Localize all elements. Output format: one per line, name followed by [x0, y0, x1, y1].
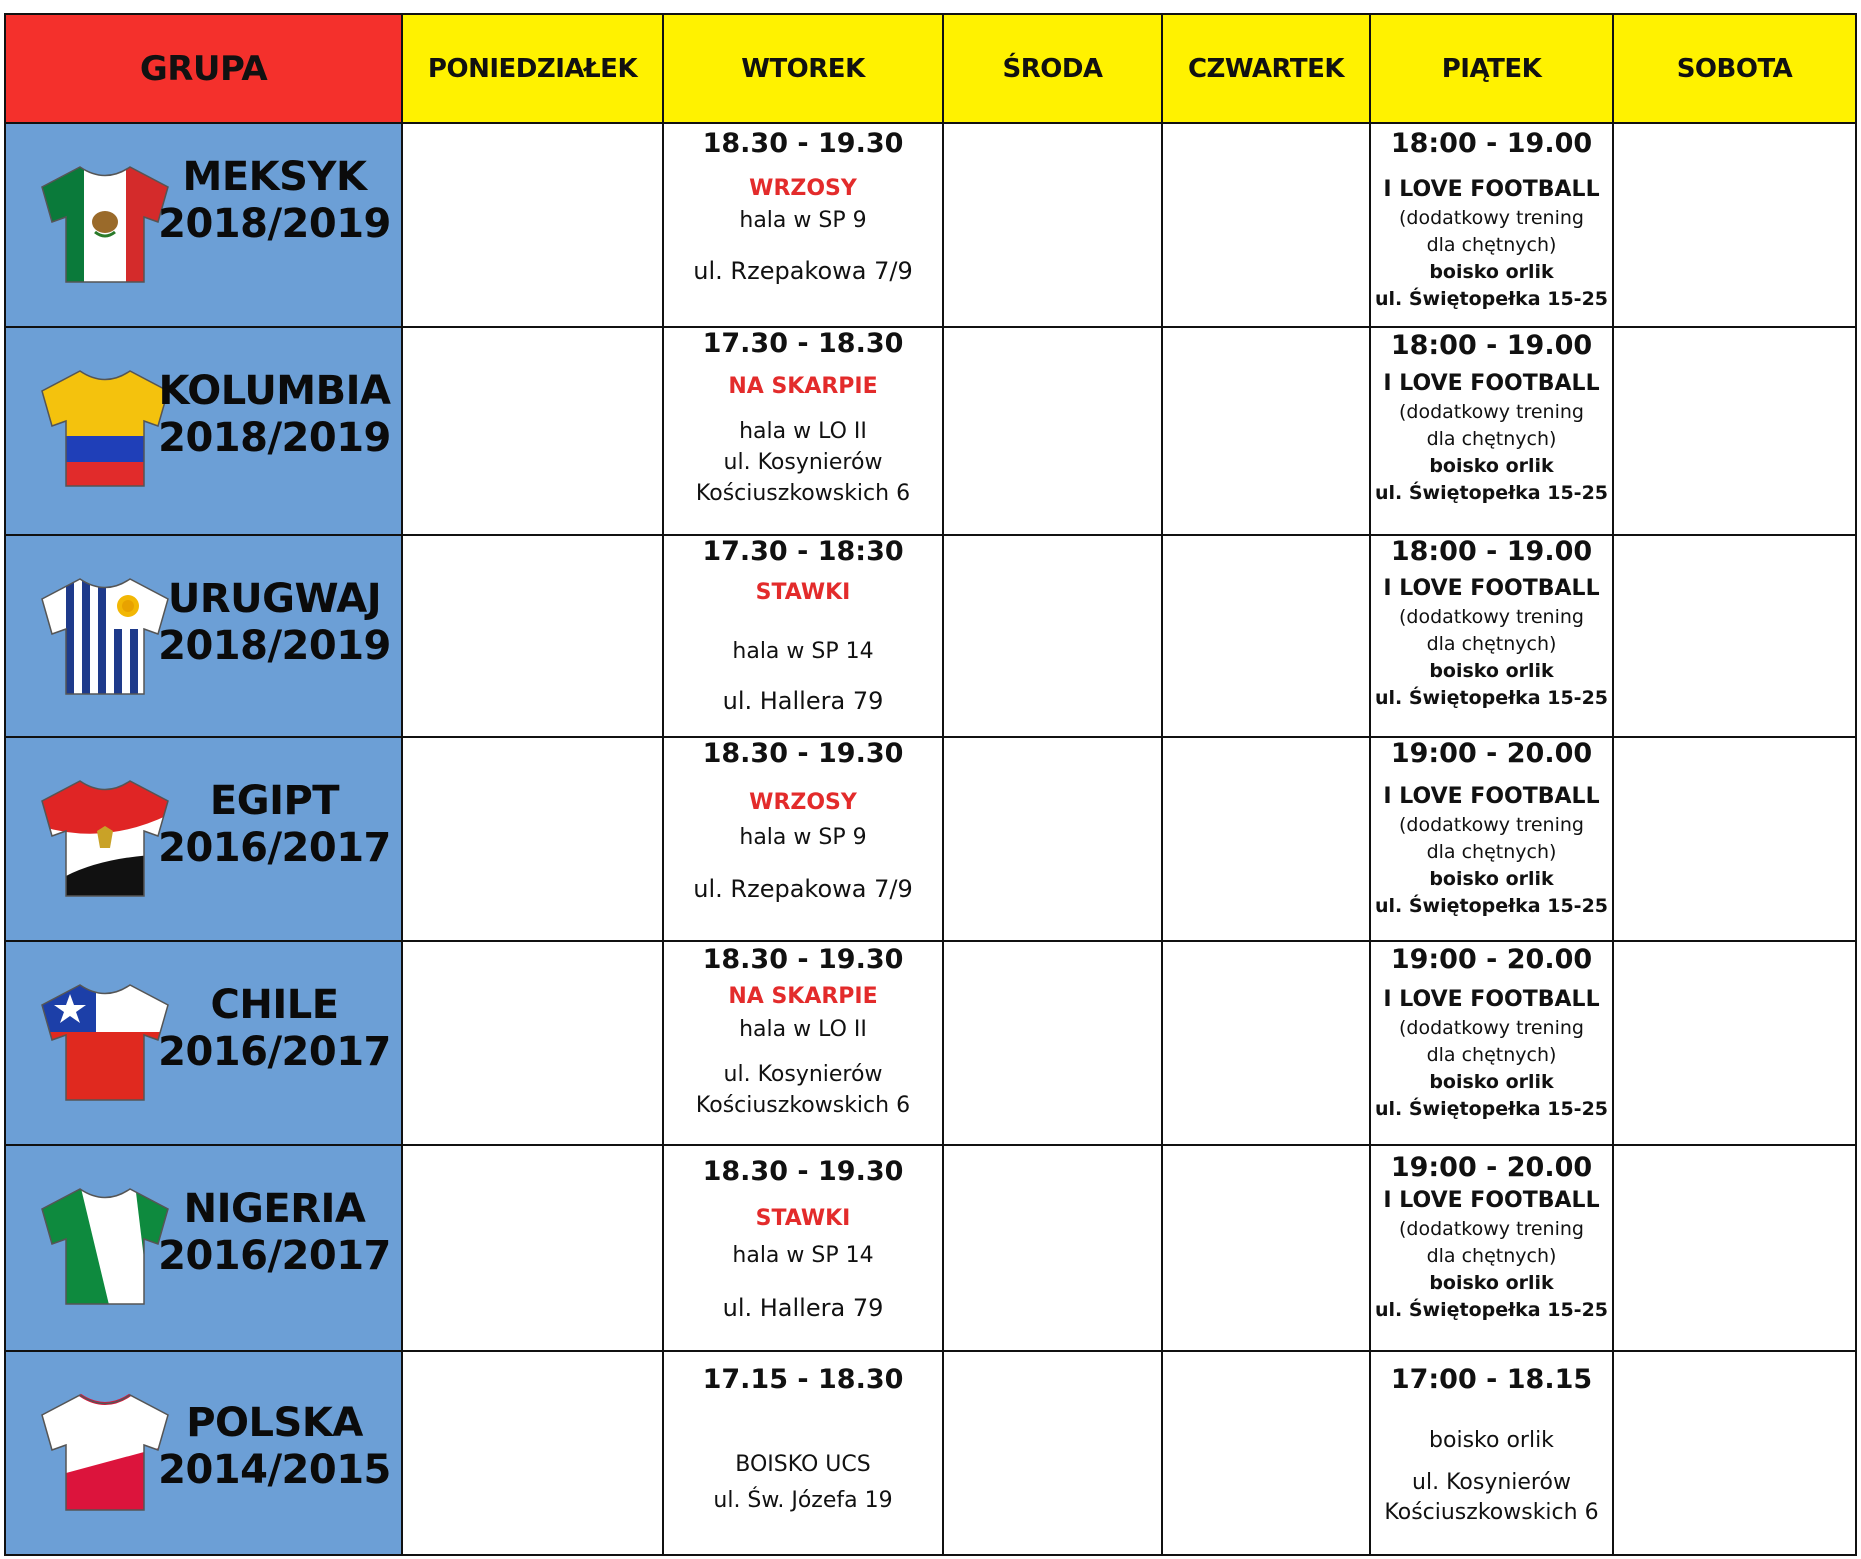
- training-address: ul. Hallera 79: [722, 1294, 884, 1322]
- training-time: 18.30 - 19.30: [702, 1156, 904, 1187]
- group-name-nigeria: [156, 1186, 393, 1280]
- cell-urugwaj-friday: [1369, 534, 1614, 738]
- training-time: 18:00 - 19.00: [1390, 536, 1593, 567]
- group-years: 2018/2019: [158, 415, 391, 461]
- cell-polska-monday: [401, 1350, 664, 1556]
- cell-urugwaj-tuesday: [662, 534, 944, 738]
- cell-nigeria-tuesday: [662, 1144, 944, 1352]
- cell-polska-thursday: [1161, 1350, 1371, 1556]
- header-tuesday-label: WTOREK: [741, 53, 865, 84]
- cell-polska-saturday: [1612, 1350, 1857, 1556]
- header-monday: [401, 13, 664, 124]
- group-title: CHILE: [210, 982, 339, 1028]
- cell-meksyk-thursday: [1161, 122, 1371, 328]
- header-wednesday-label: ŚRODA: [1002, 53, 1103, 84]
- group-years: 2016/2017: [158, 1029, 391, 1075]
- group-name-urugwaj: [156, 576, 393, 670]
- nigeria-shirt-icon: [40, 1184, 170, 1309]
- group-years: 2016/2017: [158, 1233, 391, 1279]
- cell-egipt-monday: [401, 736, 664, 942]
- training-address: ul. Św. Józefa 19: [713, 1488, 893, 1513]
- cell-polska-wednesday: [942, 1350, 1163, 1556]
- training-venue: boisko orlik: [1429, 660, 1554, 682]
- training-location: NA SKARPIE: [728, 374, 878, 399]
- training-time: 18.30 - 19.30: [702, 944, 904, 975]
- training-venue: boisko orlik: [1429, 455, 1554, 477]
- training-address: ul. Świętopełka 15-25: [1374, 895, 1609, 917]
- cell-kolumbia-thursday: [1161, 326, 1371, 536]
- training-time: 17:00 - 18.15: [1390, 1364, 1593, 1395]
- training-note: dla chętnych): [1426, 234, 1557, 256]
- cell-nigeria-saturday: [1612, 1144, 1857, 1352]
- cell-chile-wednesday: [942, 940, 1163, 1146]
- header-monday-label: PONIEDZIAŁEK: [427, 53, 638, 84]
- cell-kolumbia-tuesday: [662, 326, 944, 536]
- group-name-polska: [156, 1400, 393, 1494]
- training-address: ul. Rzepakowa 7/9: [693, 875, 913, 903]
- group-title: EGIPT: [209, 778, 340, 824]
- cell-chile-saturday: [1612, 940, 1857, 1146]
- training-time: 17.15 - 18.30: [702, 1364, 904, 1395]
- training-note: dla chętnych): [1426, 1245, 1557, 1267]
- training-title: I LOVE FOOTBALL: [1383, 371, 1600, 396]
- training-title: I LOVE FOOTBALL: [1383, 1188, 1600, 1213]
- training-note: dla chętnych): [1426, 1044, 1557, 1066]
- training-venue: boisko orlik: [1429, 1428, 1554, 1453]
- cell-kolumbia-friday: [1369, 326, 1614, 536]
- training-title: I LOVE FOOTBALL: [1383, 177, 1600, 202]
- cell-egipt-wednesday: [942, 736, 1163, 942]
- group-name-egipt: [156, 778, 393, 872]
- training-venue: hala w SP 14: [732, 639, 874, 664]
- training-venue: hala w SP 9: [739, 208, 867, 233]
- training-title: I LOVE FOOTBALL: [1383, 987, 1600, 1012]
- cell-kolumbia-wednesday: [942, 326, 1163, 536]
- training-address: ul. Świętopełka 15-25: [1374, 482, 1609, 504]
- training-location: STAWKI: [755, 1206, 851, 1231]
- training-venue: hala w SP 14: [732, 1243, 874, 1268]
- training-note: dla chętnych): [1426, 428, 1557, 450]
- training-address: ul. Hallera 79: [722, 687, 884, 715]
- cell-egipt-thursday: [1161, 736, 1371, 942]
- group-cell-chile: [4, 940, 403, 1146]
- training-venue: hala w LO II: [739, 1017, 867, 1042]
- training-time: 18:00 - 19.00: [1390, 128, 1593, 159]
- group-cell-nigeria: [4, 1144, 403, 1352]
- cell-urugwaj-wednesday: [942, 534, 1163, 738]
- training-note: (dodatkowy trening: [1399, 1218, 1584, 1240]
- cell-meksyk-tuesday: [662, 122, 944, 328]
- training-venue: boisko orlik: [1429, 261, 1554, 283]
- training-address: ul. Świętopełka 15-25: [1374, 687, 1609, 709]
- training-address: ul. Kosynierów: [1412, 1470, 1571, 1495]
- group-title: MEKSYK: [182, 154, 367, 200]
- mexico-shirt-icon: [40, 162, 170, 287]
- training-time: 17.30 - 18:30: [702, 536, 904, 567]
- group-title: KOLUMBIA: [158, 368, 391, 414]
- training-address: ul. Świętopełka 15-25: [1374, 1299, 1609, 1321]
- training-time: 18.30 - 19.30: [702, 738, 904, 769]
- header-thursday: [1161, 13, 1371, 124]
- group-title: POLSKA: [186, 1400, 363, 1446]
- training-address: Kościuszkowskich 6: [1384, 1500, 1599, 1525]
- cell-nigeria-wednesday: [942, 1144, 1163, 1352]
- training-address: ul. Rzepakowa 7/9: [693, 257, 913, 285]
- training-venue: boisko orlik: [1429, 1272, 1554, 1294]
- cell-urugwaj-thursday: [1161, 534, 1371, 738]
- group-cell-kolumbia: [4, 326, 403, 536]
- training-title: I LOVE FOOTBALL: [1383, 576, 1600, 601]
- cell-meksyk-wednesday: [942, 122, 1163, 328]
- training-time: 19:00 - 20.00: [1390, 738, 1593, 769]
- header-wednesday: [942, 13, 1163, 124]
- training-title: I LOVE FOOTBALL: [1383, 784, 1600, 809]
- uruguay-shirt-icon: [40, 574, 170, 699]
- egypt-shirt-icon: [40, 776, 170, 901]
- training-time: 19:00 - 20.00: [1390, 944, 1593, 975]
- training-time: 17.30 - 18.30: [702, 328, 904, 359]
- group-cell-urugwaj: [4, 534, 403, 738]
- cell-egipt-friday: [1369, 736, 1614, 942]
- training-address: ul. Świętopełka 15-25: [1374, 288, 1609, 310]
- training-location: NA SKARPIE: [728, 984, 878, 1009]
- cell-urugwaj-saturday: [1612, 534, 1857, 738]
- training-time: 18:00 - 19.00: [1390, 330, 1593, 361]
- training-venue: BOISKO UCS: [735, 1452, 871, 1477]
- training-time: 19:00 - 20.00: [1390, 1152, 1593, 1183]
- header-saturday-label: SOBOTA: [1676, 53, 1793, 84]
- group-years: 2016/2017: [158, 825, 391, 871]
- training-note: dla chętnych): [1426, 841, 1557, 863]
- cell-urugwaj-monday: [401, 534, 664, 738]
- training-note: dla chętnych): [1426, 633, 1557, 655]
- training-location: WRZOSY: [749, 176, 857, 201]
- cell-egipt-saturday: [1612, 736, 1857, 942]
- cell-kolumbia-monday: [401, 326, 664, 536]
- cell-meksyk-saturday: [1612, 122, 1857, 328]
- group-cell-meksyk: [4, 122, 403, 328]
- training-time: 18.30 - 19.30: [702, 128, 904, 159]
- cell-nigeria-friday: [1369, 1144, 1614, 1352]
- training-location: STAWKI: [755, 580, 851, 605]
- group-title: NIGERIA: [183, 1186, 366, 1232]
- group-name-meksyk: [156, 154, 393, 248]
- cell-polska-tuesday: [662, 1350, 944, 1556]
- cell-meksyk-monday: [401, 122, 664, 328]
- chile-shirt-icon: [40, 980, 170, 1105]
- cell-nigeria-thursday: [1161, 1144, 1371, 1352]
- training-note: (dodatkowy trening: [1399, 1017, 1584, 1039]
- group-cell-polska: [4, 1350, 403, 1556]
- training-note: (dodatkowy trening: [1399, 814, 1584, 836]
- colombia-shirt-icon: [40, 366, 170, 491]
- cell-meksyk-friday: [1369, 122, 1614, 328]
- group-years: 2018/2019: [158, 623, 391, 669]
- header-friday: [1369, 13, 1614, 124]
- cell-kolumbia-saturday: [1612, 326, 1857, 536]
- training-note: (dodatkowy trening: [1399, 606, 1584, 628]
- group-cell-egipt: [4, 736, 403, 942]
- header-friday-label: PIĄTEK: [1441, 53, 1542, 84]
- training-address: Kościuszkowskich 6: [695, 481, 911, 506]
- cell-chile-tuesday: [662, 940, 944, 1146]
- group-years: 2018/2019: [158, 201, 391, 247]
- cell-egipt-tuesday: [662, 736, 944, 942]
- header-group-label: GRUPA: [139, 48, 268, 89]
- group-title: URUGWAJ: [167, 576, 382, 622]
- cell-chile-thursday: [1161, 940, 1371, 1146]
- training-location: WRZOSY: [749, 790, 857, 815]
- cell-chile-monday: [401, 940, 664, 1146]
- header-thursday-label: CZWARTEK: [1187, 53, 1345, 84]
- training-address: ul. Kosynierów: [723, 1062, 883, 1087]
- training-venue: hala w SP 9: [739, 825, 867, 850]
- group-name-chile: [156, 982, 393, 1076]
- training-venue: hala w LO II: [739, 419, 867, 444]
- cell-polska-friday: [1369, 1350, 1614, 1556]
- training-address: ul. Kosynierów: [723, 450, 883, 475]
- header-group: [4, 13, 403, 124]
- training-venue: boisko orlik: [1429, 868, 1554, 890]
- group-name-kolumbia: [156, 368, 393, 462]
- training-note: (dodatkowy trening: [1399, 401, 1584, 423]
- cell-chile-friday: [1369, 940, 1614, 1146]
- cell-nigeria-monday: [401, 1144, 664, 1352]
- header-saturday: [1612, 13, 1857, 124]
- training-venue: boisko orlik: [1429, 1071, 1554, 1093]
- training-address: Kościuszkowskich 6: [695, 1093, 911, 1118]
- training-address: ul. Świętopełka 15-25: [1374, 1098, 1609, 1120]
- poland-shirt-icon: [40, 1390, 170, 1515]
- training-note: (dodatkowy trening: [1399, 207, 1584, 229]
- header-tuesday: [662, 13, 944, 124]
- group-years: 2014/2015: [158, 1447, 391, 1493]
